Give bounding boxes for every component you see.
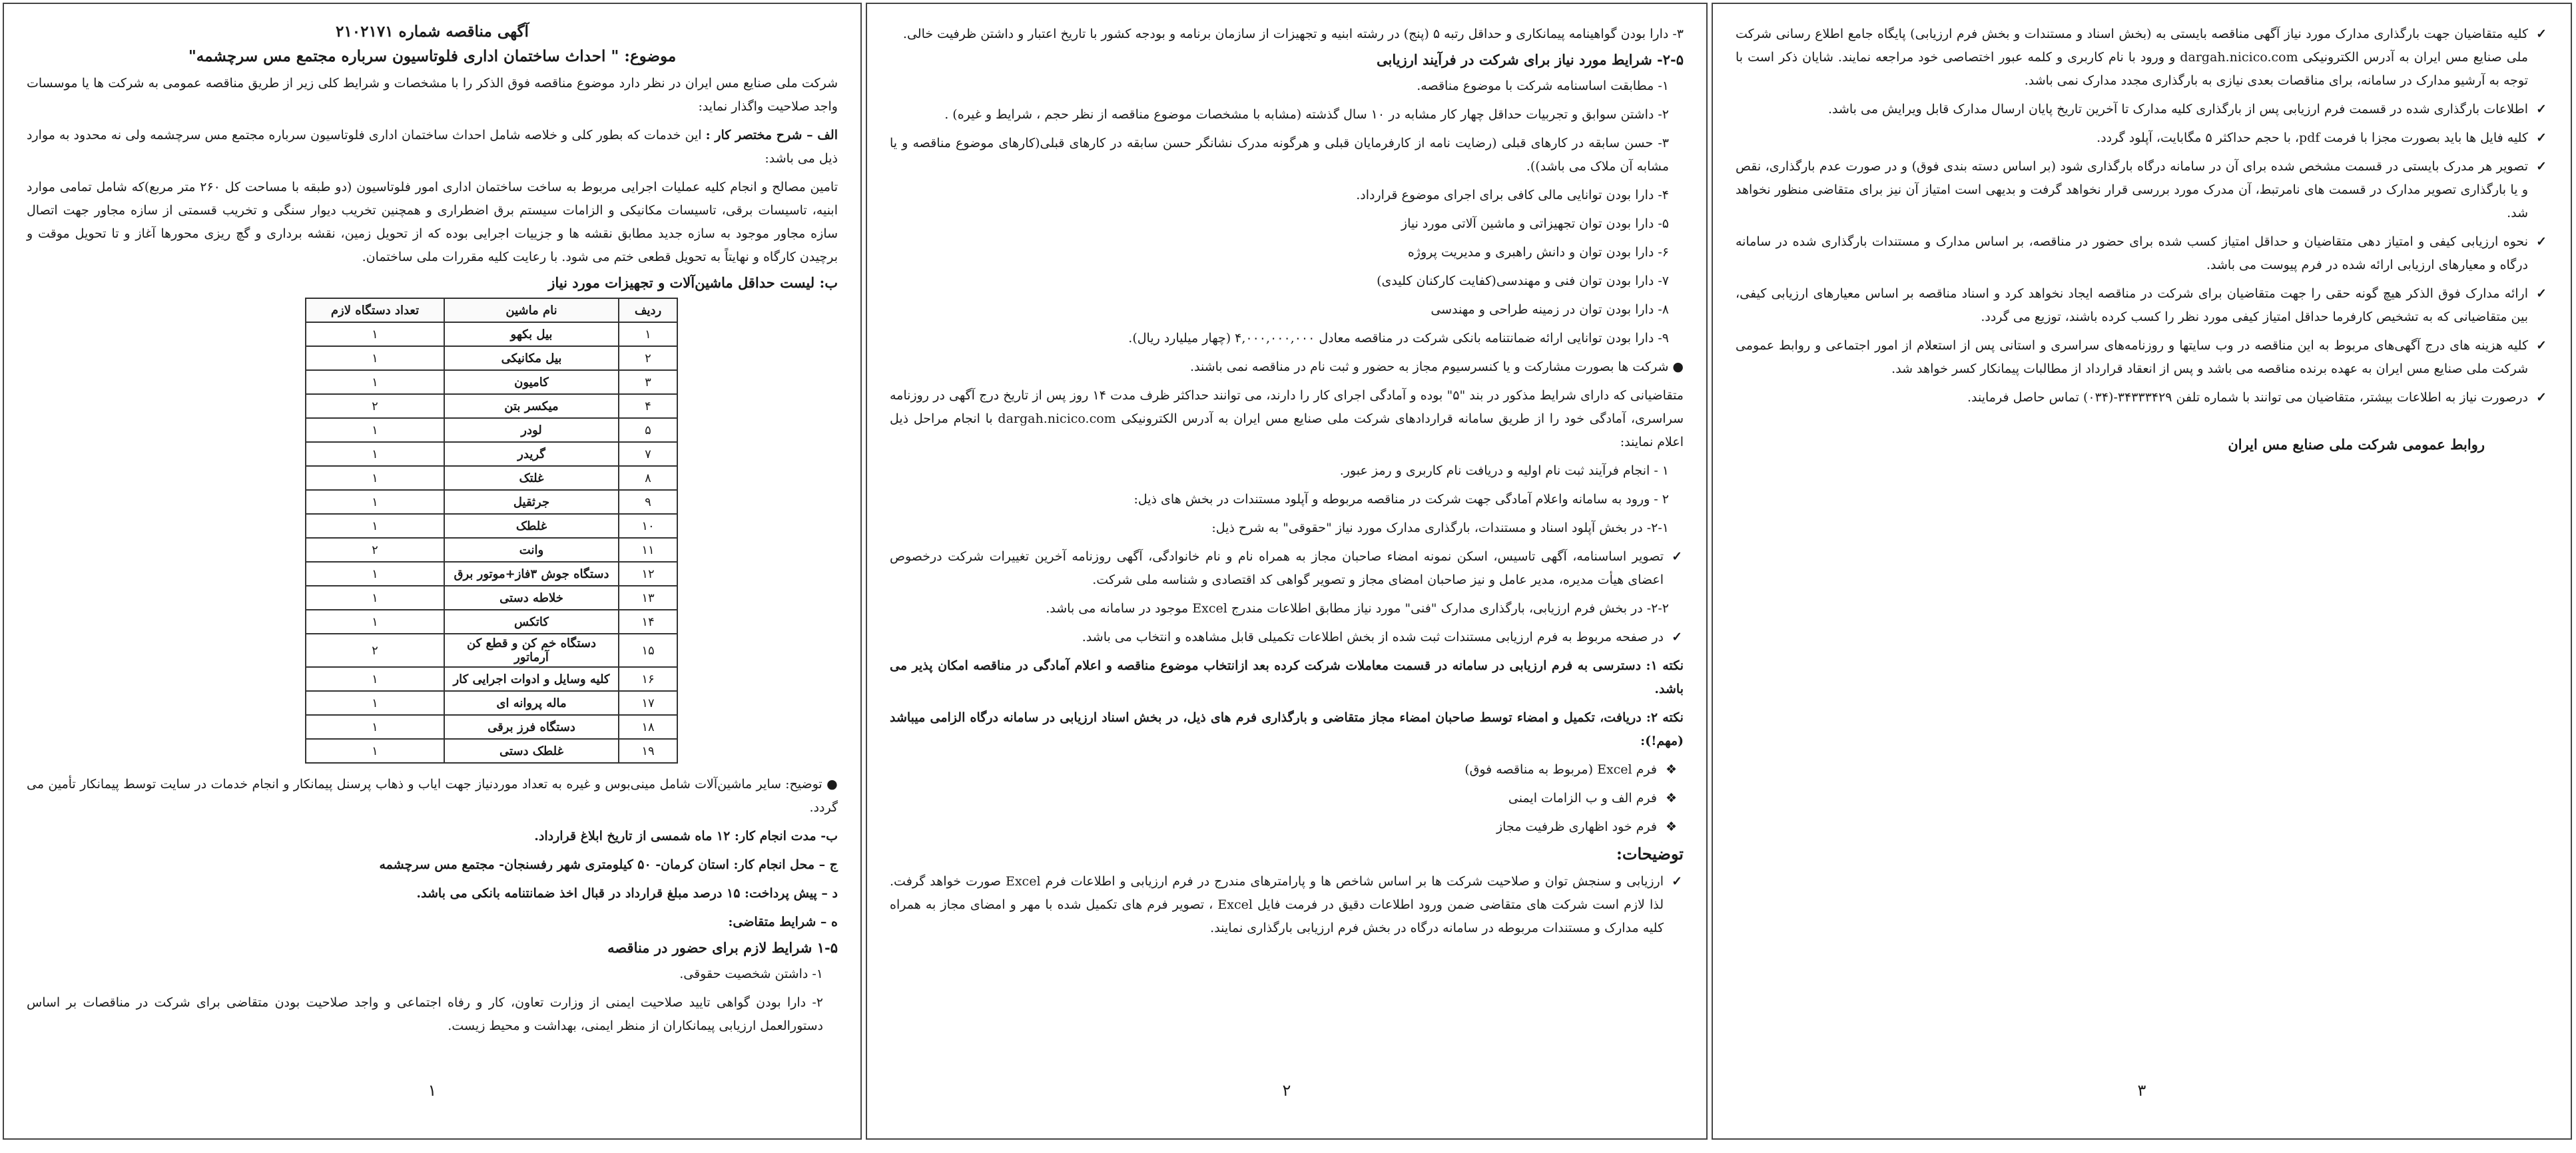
location: ج – محل انجام کار: استان کرمان- ۵۰ کیلومتری شهر رفسنجان- مجتمع مس سرچشمه <box>379 857 838 872</box>
quantity-cell: ۱ <box>306 490 444 514</box>
applicants-paragraph: متقاضیانی که دارای شرایط مذکور در بند "۵" بوده و آمادگی اجرای کار را دارند، می توانند حداکثر ظرف مدت ۱۴ روز پس از تاریخ درج آگهی در روزنامه سراسری، آمادگی خود را از طریق سامانه قراردادهای شرکت ملی صنایع مس ایران به آدرس الکترونیکی dargah.nicico.com با انجام مراحل ذیل اعلام نمایند: <box>890 388 1684 449</box>
row-number-cell: ۱۸ <box>619 715 677 739</box>
quantity-cell: ۱ <box>306 322 444 346</box>
page-number: ۳ <box>2137 1081 2146 1100</box>
row-number-cell: ۱ <box>619 322 677 346</box>
machine-name-cell: خلاطه دستی <box>444 586 619 610</box>
form-item <box>890 815 1684 839</box>
alef-heading: الف – شرح مختصر کار : <box>705 128 838 142</box>
requirement-item <box>1736 230 2548 277</box>
diamond-bullet-icon: ❖ <box>1665 791 1677 806</box>
intro-paragraph: شرکت ملی صنایع مس ایران در نظر دارد موضوع مناقصه فوق الذکر را با مشخصات و شرایط کلی زیر از طریق مناقصه عمومی به شرکت ها یا موسسات واجد صلاحیت واگذار نماید: <box>27 76 838 114</box>
checkmark-icon: ✓ <box>2536 27 2547 41</box>
evaluation-item: ۳- حسن سابقه در کارهای قبلی (رضایت نامه از کارفرمایان قبلی و هرگونه مدرک نشانگر حسن سابقه در کارهای قبلی(کارهای موضوع مناقصه و یا مشابه آن ملاک می باشد)). <box>890 136 1669 174</box>
machinery-note-text: توضیح: سایر ماشین‌آلات شامل مینی‌بوس و غیره به تعداد موردنیاز جهت ایاب و ذهاب پرسنل پیمانکار و انجام خدمات در سایت توسط پیمانکار تأمین می گردد. <box>27 777 838 815</box>
consortium-note <box>890 355 1684 379</box>
requirement-text: نحوه ارزیابی کیفی و امتیاز دهی متقاضیان و حداقل امتیاز کسب شده برای حضور در مناقصه، بر اساس مدارک و مستندات بارگذاری شده در سامانه درگاه و معیارهای ارزیابی ارائه شده در فرم پیوست می باشد. <box>1736 234 2528 272</box>
section-alef <box>27 124 838 170</box>
table-row <box>306 394 677 418</box>
explanation-text: ارزیابی و سنجش توان و صلاحیت شرکت ها بر اساس شاخص ها و پارامترهای مندرج در فرم ارزیابی و اطلاعات فرم Excel صورت خواهد گرفت. لذا لازم است شرکت های متقاضی ضمن ورود اطلاعات دقیق در فرمت فایل Excel ، تصویر فرم های تکمیل شده با مهر و امضای مجاز به همراه کلیه مدارک و مستندات مربوطه در سامانه درگاه در بخش فرم ارزیابی بارگذاری نمایند. <box>890 874 1664 935</box>
table-row <box>306 322 677 346</box>
consortium-text: شرکت ها بصورت مشارکت و یا کنسرسیوم مجاز به حضور و ثبت نام در مناقصه نمی باشند. <box>1189 359 1669 374</box>
explanation <box>890 870 1684 940</box>
step-2-1-check-text: تصویر اساسنامه، آگهی تاسیس، اسکن نمونه امضاء صاحبان مجاز به همراه نام و نام خانوادگی، آگهی روزنامه آخرین تغییرات شرکت درخصوص اعضای هیأت مدیره، مدیر عامل و نیز صاحبان امضای مجاز و تصویر گواهی کد اقتصادی و شناسه ملی شرکت. <box>890 549 1664 587</box>
machine-name-cell: غلطک <box>444 514 619 538</box>
machine-name-cell: کلیه وسایل و ادوات اجرایی کار <box>444 667 619 691</box>
quantity-cell: ۲ <box>306 394 444 418</box>
checkmark-icon: ✓ <box>2536 390 2547 405</box>
table-header-row <box>306 298 677 322</box>
quantity-cell: ۲ <box>306 538 444 562</box>
quantity-cell: ۱ <box>306 586 444 610</box>
machinery-note <box>27 773 838 819</box>
evaluation-item: ۷- دارا بودن توان فنی و مهندسی(کفایت کارکنان کلیدی) <box>1377 274 1669 288</box>
col-row-number: ردیف <box>619 298 677 322</box>
table-row <box>306 466 677 490</box>
table-row <box>306 667 677 691</box>
row-number-cell: ۱۵ <box>619 634 677 667</box>
step-2-1: ۲-۱- در بخش آپلود اسناد و مستندات، بارگذاری مدارک مورد نیاز "حقوقی" به شرح ذیل: <box>1211 521 1669 535</box>
evaluation-item: ۴- دارا بودن توانایی مالی کافی برای اجرای موضوع قرارداد. <box>1356 188 1669 202</box>
page-number: ۲ <box>1282 1081 1291 1100</box>
row-number-cell: ۱۰ <box>619 514 677 538</box>
checkmark-icon: ✓ <box>2536 338 2547 353</box>
scope-paragraph: تامین مصالح و انجام کلیه عملیات اجرایی مربوط به ساخت ساختمان اداری امور فلوتاسیون (دو طبقه با مساحت کل ۲۶۰ متر مربع)که شامل تمامی موارد ابنیه، تاسیسات برقی، تاسیسات مکانیکی و الزامات سیستم برق اضطراری و همچنین تخریب دیوار سنگی و تخریب قسمتی از سازه مجاور جهت اتصال سازه مجاور موجود به سازه جدید مطابق نقشه ها و جزییات اجرایی بوده که از تحویل زمین، نقشه برداری و گچ ریزی محورها آغاز و تا تحویل موقت و برچیدن کارگاه و نهایتاً به تحویل قطعی ختم می شود. با رعایت کلیه مقررات ملی ساختمان. <box>27 180 838 264</box>
table-row <box>306 442 677 466</box>
row-number-cell: ۵ <box>619 418 677 442</box>
checkmark-icon: ✓ <box>1672 630 1682 644</box>
requirement-text: تصویر هر مدرک بایستی در قسمت مشخص شده برای آن در سامانه درگاه بارگذاری شود (بر اساس دسته بندی فوق) و در صورت عدم بارگذاری، نقص و یا بارگذاری تصویر مدارک در قسمت های نامرتبط، آن مدرک مورد بررسی قرار نخواهد گرفت و بدیهی است امتیاز آن نیز برای متقاضی منظور نخواهد شد. <box>1736 159 2528 220</box>
machine-name-cell: کاتکس <box>444 610 619 634</box>
signature-public-relations: روابط عمومی شرکت ملی صنایع مس ایران <box>2228 436 2485 453</box>
page-number: ۱ <box>428 1081 437 1100</box>
requirement-item <box>1736 126 2548 150</box>
step-2-2-check-text: در صفحه مربوط به فرم ارزیابی مستندات ثبت شده از بخش اطلاعات تکمیلی قابل مشاهده و انتخاب می باشد. <box>1082 630 1664 644</box>
conditions-heading: ه – شرایط متقاضی: <box>728 915 838 929</box>
row-number-cell: ۱۷ <box>619 691 677 715</box>
quantity-cell: ۱ <box>306 562 444 586</box>
quantity-cell: ۱ <box>306 610 444 634</box>
note-1: نکته ۱: دسترسی به فرم ارزیابی در سامانه در قسمت معاملات شرکت کرده بعد ازانتخاب موضوع مناقصه و اعلام آمادگی در مناقصه امکان پذیر می باشد. <box>890 658 1684 696</box>
table-row <box>306 346 677 370</box>
evaluation-item: ۱- مطابقت اساسنامه شرکت با موضوع مناقصه. <box>1417 79 1669 93</box>
conditions-1-heading: ۱-۵ شرایط لازم برای حضور در مناقصه <box>607 939 838 956</box>
row-number-cell: ۲ <box>619 346 677 370</box>
prepayment: د – پیش پرداخت: ۱۵ درصد مبلغ قرارداد در قبال اخذ ضمانتنامه بانکی می باشد. <box>416 886 838 901</box>
checkmark-icon: ✓ <box>2536 286 2547 301</box>
step-2: ۲ - ورود به سامانه واعلام آمادگی جهت شرکت در مناقصه مربوطه و آپلود مستندات در بخش های ذیل: <box>1133 492 1669 507</box>
table-row <box>306 739 677 763</box>
row-number-cell: ۷ <box>619 442 677 466</box>
bullet-icon: ● <box>1668 359 1684 374</box>
machine-name-cell: دستگاه جوش ۳فاز+موتور برق <box>444 562 619 586</box>
row-number-cell: ۳ <box>619 370 677 394</box>
checkmark-icon: ✓ <box>2536 234 2547 249</box>
step-1: ۱ - انجام فرآیند ثبت نام اولیه و دریافت نام کاربری و رمز عبور. <box>1339 463 1669 478</box>
requirement-item <box>1736 98 2548 121</box>
evaluation-conditions-heading: ۲-۵- شرایط مورد نیاز برای شرکت در فرآیند ارزیابی <box>1377 51 1684 68</box>
evaluation-list <box>890 75 1684 350</box>
row-number-cell: ۱۳ <box>619 586 677 610</box>
row-number-cell: ۱۱ <box>619 538 677 562</box>
form-item-text: فرم Excel (مربوط به مناقصه فوق) <box>1464 762 1657 777</box>
step-2-1-check <box>890 545 1684 592</box>
machine-name-cell: لودر <box>444 418 619 442</box>
machine-name-cell: جرثقیل <box>444 490 619 514</box>
row-number-cell: ۱۴ <box>619 610 677 634</box>
checkmark-icon: ✓ <box>2536 159 2547 174</box>
row-number-cell: ۱۹ <box>619 739 677 763</box>
table-row <box>306 586 677 610</box>
table-row <box>306 691 677 715</box>
alef-text: این خدمات که بطور کلی و خلاصه شامل احداث ساختمان اداری فلوتاسیون سرباره مجتمع مس سرچشمه ولی نه محدود به موارد ذیل می باشد: <box>27 128 838 166</box>
machine-name-cell: کامیون <box>444 370 619 394</box>
quantity-cell: ۱ <box>306 370 444 394</box>
quantity-cell: ۱ <box>306 715 444 739</box>
machine-name-cell: بیل مکانیکی <box>444 346 619 370</box>
checkmark-icon: ✓ <box>2536 102 2547 116</box>
row-number-cell: ۸ <box>619 466 677 490</box>
table-row <box>306 514 677 538</box>
row-number-cell: ۹ <box>619 490 677 514</box>
machine-name-cell: غلتک <box>444 466 619 490</box>
machinery-heading: ب: لیست حداقل ماشین‌آلات و تجهیزات مورد نیاز <box>548 274 838 291</box>
col-machine-name: نام ماشین <box>444 298 619 322</box>
machine-name-cell: گریدر <box>444 442 619 466</box>
quantity-cell: ۲ <box>306 634 444 667</box>
machine-name-cell: ماله پروانه ای <box>444 691 619 715</box>
condition-1-1: ۱- داشتن شخصیت حقوقی. <box>679 967 823 981</box>
quantity-cell: ۱ <box>306 346 444 370</box>
evaluation-item: ۲- داشتن سوابق و تجربیات حداقل چهار کار مشابه در ۱۰ سال گذشته (مشابه با مشخصات موضوع مناقصه از نظر حجم ، شرایط و غیره) . <box>944 107 1669 122</box>
form-item-text: فرم خود اظهاری ظرفیت مجاز <box>1496 819 1657 834</box>
requirement-item <box>1736 155 2548 225</box>
condition-1-2: ۲- دارا بودن گواهی تایید صلاحیت ایمنی از وزارت تعاون، کار و رفاه اجتماعی و واجد صلاحیت بودن متقاضی برای شرکت در مناقصات بر اساس دستورالعمل ارزیابی پیمانکاران از منظر ایمنی، بهداشت و محیط زیست. <box>27 995 823 1033</box>
col-quantity: تعداد دستگاه لازم <box>306 298 444 322</box>
row-number-cell: ۱۲ <box>619 562 677 586</box>
row-number-cell: ۱۶ <box>619 667 677 691</box>
diamond-bullet-icon: ❖ <box>1665 819 1677 834</box>
requirement-text: اطلاعات بارگذاری شده در قسمت فرم ارزیابی پس از بارگذاری کلیه مدارک تا آخرین تاریخ پایان ارسال مدارک قابل ویرایش می باشد. <box>1827 102 2528 116</box>
page-1 <box>3 3 862 1140</box>
machinery-table <box>305 298 678 764</box>
duration: ب- مدت انجام کار: ۱۲ ماه شمسی از تاریخ ابلاغ قرارداد. <box>534 829 838 843</box>
evaluation-item: ۸- دارا بودن توان در زمینه طراحی و مهندسی <box>1431 302 1669 317</box>
table-row <box>306 490 677 514</box>
quantity-cell: ۱ <box>306 739 444 763</box>
table-row <box>306 418 677 442</box>
machinery-table-body <box>306 322 677 763</box>
requirements-list <box>1736 23 2548 409</box>
table-row <box>306 610 677 634</box>
quantity-cell: ۱ <box>306 418 444 442</box>
machine-name-cell: میکسر بتن <box>444 394 619 418</box>
form-item <box>890 758 1684 782</box>
page-2 <box>866 3 1708 1140</box>
evaluation-item: ۹- دارا بودن توانایی ارائه ضمانتنامه بانکی شرکت در مناقصه معادل ۴,۰۰۰,۰۰۰,۰۰۰ (چهار میلیارد ریال). <box>1128 331 1669 346</box>
table-row <box>306 715 677 739</box>
form-item-text: فرم الف و ب الزامات ایمنی <box>1508 791 1657 806</box>
requirement-item <box>1736 334 2548 381</box>
checkmark-icon: ✓ <box>1672 874 1682 889</box>
machine-name-cell: دستگاه فرز برقی <box>444 715 619 739</box>
machine-name-cell: وانت <box>444 538 619 562</box>
tender-title: آگهی مناقصه شماره ۲۱۰۲۱۷۱ <box>336 23 529 41</box>
quantity-cell: ۱ <box>306 667 444 691</box>
quantity-cell: ۱ <box>306 691 444 715</box>
requirement-text: کلیه هزینه های درج آگهی‌های مربوط به این مناقصه در وب سایتها و روزنامه‌های سراسری و استانی پس از استعلام از امور اجتماعی و روابط عمومی شرکت ملی صنایع مس ایران به عهده برنده مناقصه می باشد و پس از انعقاد قرارداد از مطالبات پیمانکار کسر خواهد شد. <box>1736 338 2528 376</box>
table-row <box>306 562 677 586</box>
table-row <box>306 370 677 394</box>
checkmark-icon: ✓ <box>2536 130 2547 145</box>
quantity-cell: ۱ <box>306 442 444 466</box>
bullet-icon: ● <box>822 777 838 792</box>
requirement-item <box>1736 23 2548 93</box>
explanations-heading: توضیحات: <box>1616 844 1684 863</box>
diamond-bullet-icon: ❖ <box>1665 762 1677 777</box>
quantity-cell: ۱ <box>306 466 444 490</box>
condition-1-3: ۳- دارا بودن گواهینامه پیمانکاری و حداقل رتبه ۵ (پنج) در رشته ابنیه و تجهیزات از سازمان برنامه و بودجه کشور با تاریخ اعتبار و داشتن ظرفیت خالی. <box>902 27 1684 41</box>
page-3 <box>1712 3 2572 1140</box>
machine-name-cell: بیل بکهو <box>444 322 619 346</box>
note-2: نکته ۲: دریافت، تکمیل و امضاء توسط صاحبان امضاء مجاز متقاضی و بارگذاری فرم های ذیل، در بخش اسناد ارزیابی در سامانه درگاه الزامی میباشد (مهم!): <box>890 710 1684 748</box>
machine-name-cell: غلطک دستی <box>444 739 619 763</box>
tender-subject: موضوع: " احداث ساختمان اداری فلوتاسیون سرباره مجتمع مس سرچشمه" <box>188 47 677 65</box>
forms-list <box>890 758 1684 839</box>
evaluation-item: ۶- دارا بودن توان و دانش راهبری و مدیریت پروژه <box>1407 245 1669 260</box>
requirement-item <box>1736 282 2548 329</box>
evaluation-item: ۵- دارا بودن توان تجهیزاتی و ماشین آلاتی مورد نیاز <box>1401 216 1669 231</box>
requirement-text: درصورت نیاز به اطلاعات بیشتر، متقاضیان می توانند با شماره تلفن ۳۴۳۳۳۴۲۹-(۰۳۴) تماس حاصل فرمایند. <box>1967 390 2528 405</box>
requirement-text: ارائه مدارک فوق الذکر هیچ گونه حقی را جهت متقاضیان برای شرکت در مناقصه ایجاد نخواهد کرد و اسناد مناقصه بر اساس معیارهای ارزیابی کیفی، بین متقاضیانی که به تشخیص کارفرما حداقل امتیاز کیفی مورد نظر را کسب کرده باشند، توزیع می گردد. <box>1736 286 2528 324</box>
requirement-text: کلیه فایل ها باید بصورت مجزا با فرمت pdf، با حجم حداکثر ۵ مگابایت، آپلود گردد. <box>2096 130 2528 145</box>
checkmark-icon: ✓ <box>1672 549 1682 564</box>
requirement-text: کلیه متقاضیان جهت بارگذاری مدارک مورد نیاز آگهی مناقصه بایستی به (بخش اسناد و مستندات و بخش فرم ارزیابی) پایگاه جامع اطلاع رسانی شرکت ملی صنایع مس ایران به آدرس الکترونیکی dargah.nicico.com و ورود با نام کاربری و کلمه عبور اختصاصی خود مراجعه نمایند. شایان ذکر است با توجه به آرشیو مدارک در سامانه، برای مناقصات بعدی نیازی به بارگذاری مجدد مدارک نمی باشد. <box>1736 27 2528 88</box>
form-item <box>890 787 1684 810</box>
machine-name-cell: دستگاه خم کن و قطع کن آرماتور <box>444 634 619 667</box>
table-row <box>306 634 677 667</box>
quantity-cell: ۱ <box>306 514 444 538</box>
row-number-cell: ۴ <box>619 394 677 418</box>
step-2-2-check <box>890 626 1684 649</box>
step-2-2: ۲-۲- در بخش فرم ارزیابی، بارگذاری مدارک "فنی" مورد نیاز مطابق اطلاعات مندرج Excel موجود در سامانه می باشد. <box>1046 601 1669 616</box>
requirement-item <box>1736 386 2548 409</box>
table-row <box>306 538 677 562</box>
